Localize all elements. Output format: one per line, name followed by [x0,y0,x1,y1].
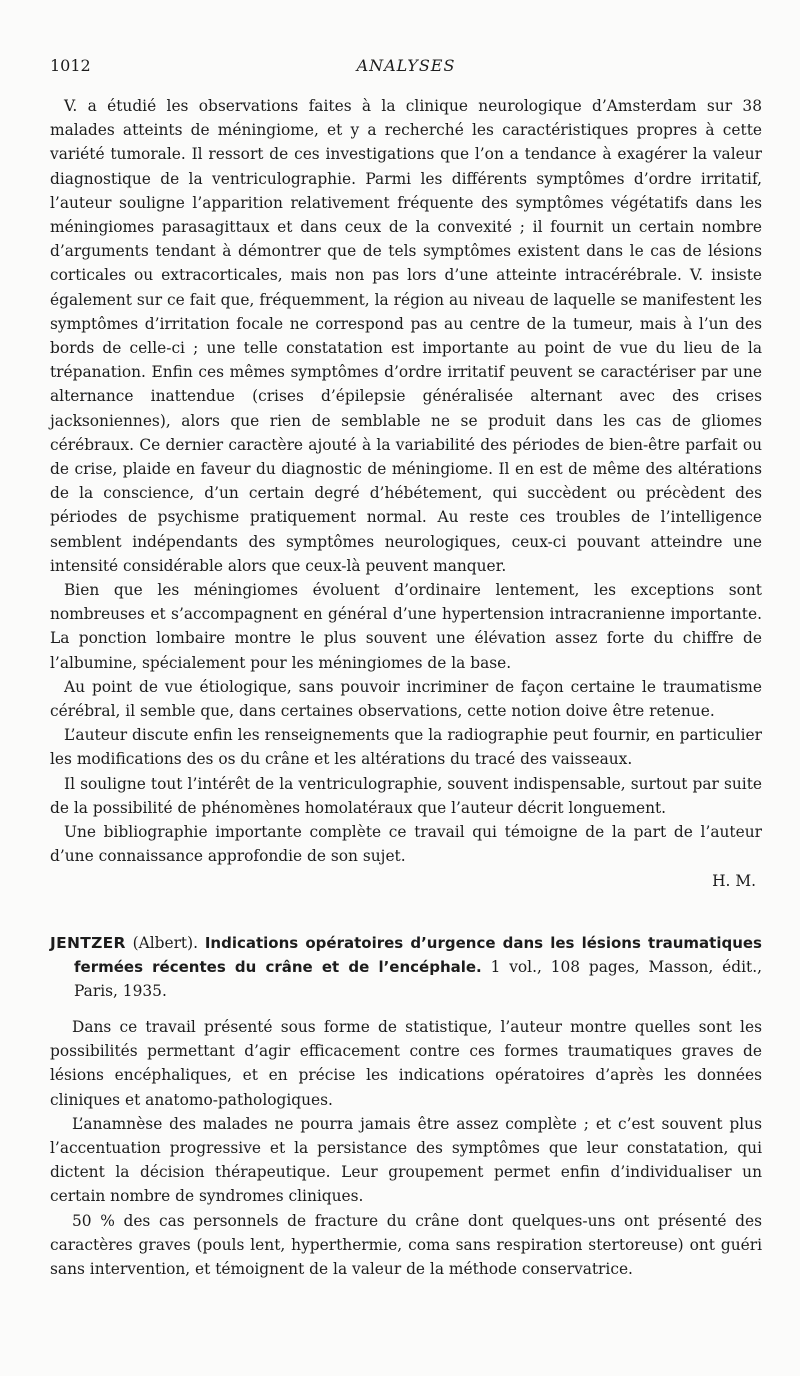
paragraph: Une bibliographie importante complète ce travail qui témoigne de la part de l’auteur d’une connaissance approfondie de son sujet. [50,823,762,866]
page-number: 1012 [50,56,91,75]
paragraph: Dans ce travail présenté sous forme de statistique, l’auteur montre quelles sont les possibilités permettant d’agir efficacement contre ces formes traumatiques graves de lésions encéphaliques, et en précise les indications opératoires d’après les données cliniques et anatomo-pathologiques. [50,1018,762,1109]
paragraph: Au point de vue étiologique, sans pouvoir incriminer de façon certaine le traumatisme cérébral, il semble que, dans certaines observations, cette notion doive être retenue. [50,677,762,721]
running-title: ANALYSES [356,56,456,75]
paragraph: 50 % des cas personnels de fracture du crâne dont quelques-uns ont présenté des caractères graves (pouls lent, hyperthermie, coma sans respiration stertoreuse) ont guéri sans intervention, et témoignent de la valeur de la méthode conservatrice. [50,1211,762,1279]
paragraph: L’auteur discute enfin les renseignements que la radiographie peut fournir, en particulier les modifications des os du crâne et les altérations du tracé des vaisseaux. [50,726,762,769]
publication-details: 1 vol., 108 pages, Masson, édit., Paris, 1935. [74,958,762,1001]
work-title: Indications opératoires d’urgence dans les lésions traumatiques fermées récentes du crâne et de l’encéphale. [74,934,762,977]
author-given-name: (Albert). [132,934,199,952]
paragraph: V. a étudié les observations faites à la clinique neurologique d’Amsterdam sur 38 malades atteints de méningiome, et y a recherché les caractéristiques propres à cette variété tumorale. Il ressort de ces investigations que l’on a tendance à exagérer la valeur diagnostique de la ventriculographie. Parmi les différents symptômes d’ordre irritatif, l’auteur souligne l’apparition relativement fréquente des symptômes végétatifs dans les méningiomes parasagittaux et dans ceux de la convexité ; il fournit un certain nombre d’arguments tendant à démontrer que de tels symptômes existent dans le cas de lésions corticales ou extracorticales, mais non pas lors d’une atteinte intracérébrale. V. insiste également sur ce fait que, fréquemment, la région au niveau de laquelle se manifestent les symptômes d’irritation focale ne correspond pas au centre de la tumeur, mais à l’un des bords de celle-ci ; une telle constatation est importante au point de vue du lieu de la trépanation. Enfin ces mêmes symptômes d’ordre irritatif peuvent se caractériser par une alternance inattendue (crises d’épilepsie généralisée alternant avec des crises jacksoniennes), alors que rien de semblable ne se produit dans les cas de gliomes cérébraux. Ce dernier caractère ajouté à la variabilité des périodes de bien-être parfait ou de crise, plaide en faveur du diagnostic de méningiome. Il en est de même des altérations de la conscience, d’un certain degré d’hébétement, qui succèdent ou précèdent des périodes de psychisme pratiquement normal. Au reste ces troubles de l’intelligence semblent indépendants des symptômes neurologiques, ceux-ci pouvant atteindre une intensité considérable alors que ceux-là peuvent manquer. [50,97,762,575]
author-surname: JENTZER [50,934,126,952]
paragraph: Il souligne tout l’intérêt de la ventriculographie, souvent indispensable, surtout par suite de la possibilité de phénomènes homolatéraux que l’auteur décrit longuement. [50,774,762,817]
review-heading-2 [50,931,762,1004]
paragraph: Bien que les méningiomes évoluent d’ordinaire lentement, les exceptions sont nombreuses et s’accompagnent en général d’une hypertension intracranienne importante. La ponction lombaire montre le plus souvent une élévation assez forte du chiffre de l’albumine, spécialement pour les méningiomes de la base. [50,581,762,672]
paragraph: L’anamnèse des malades ne pourra jamais être assez complète ; et c’est souvent plus l’accentuation progressive et la persistance des symptômes que leur constatation, qui dictent la décision thérapeutique. Leur groupement permet enfin d’individualiser un certain nombre de syndromes cliniques. [50,1114,762,1206]
reviewer-signature: H. M. [712,871,756,890]
review-text-2 [50,1015,762,1281]
running-header [50,56,762,82]
bibliographic-entry [50,931,762,1004]
review-text-1 [50,94,762,893]
